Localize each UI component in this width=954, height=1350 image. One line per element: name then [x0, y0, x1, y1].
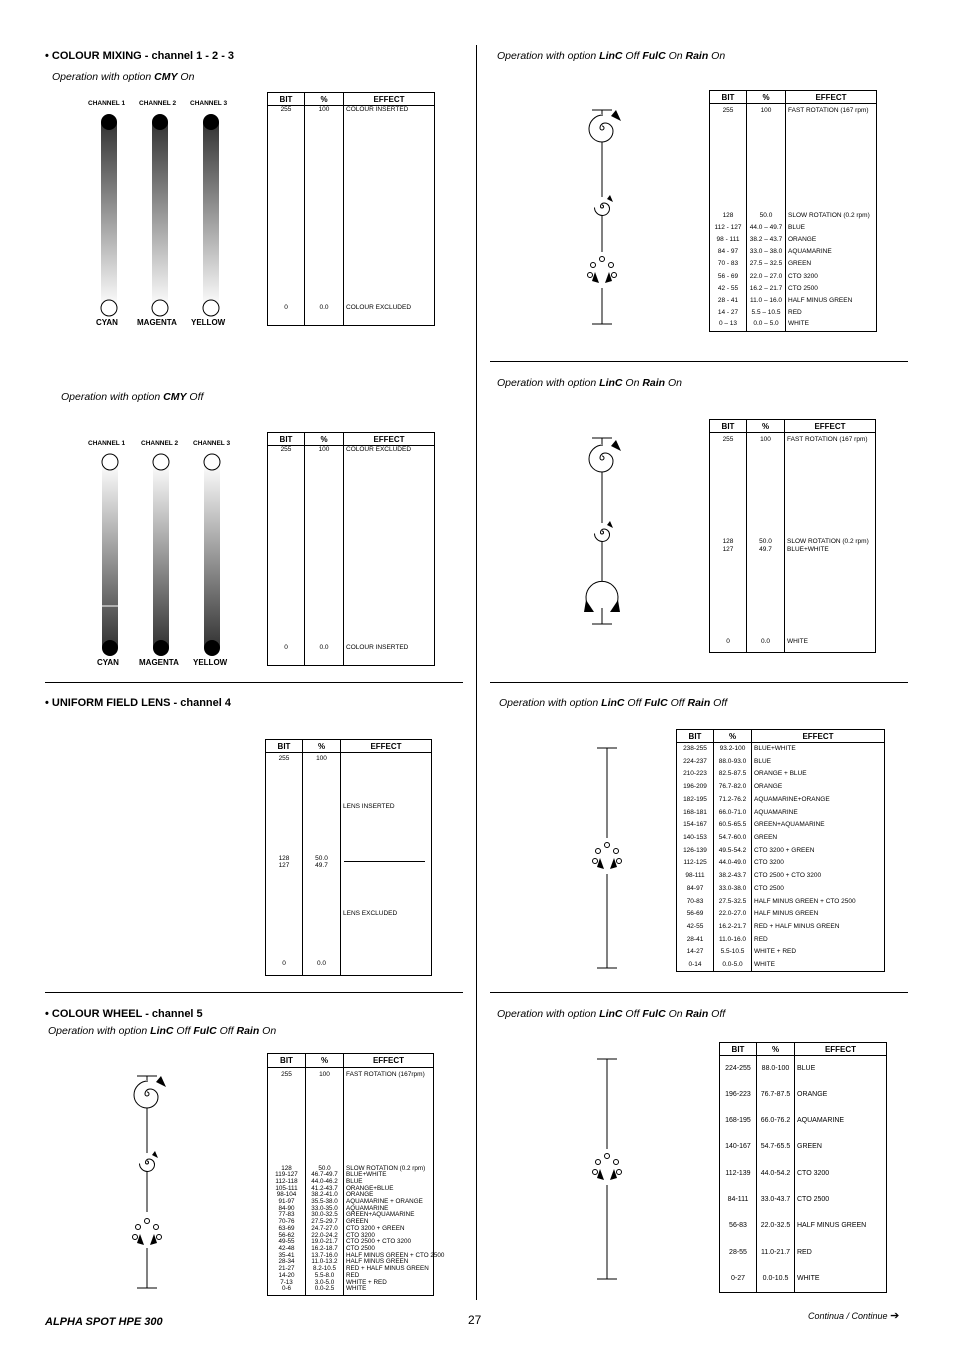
table-row: 56-62 22.0-24.2 CTO 3200: [268, 1232, 434, 1239]
op-right-1: Operation with option LinC Off FulC On Rain On: [497, 50, 726, 62]
table-row: 128 50.0 SLOW ROTATION (0.2 rpm): [710, 209, 877, 221]
divider: [45, 682, 463, 683]
table-row: 42 - 55 16.2 – 21.7 CTO 2500: [710, 283, 877, 295]
table-row: 112-118 44.0-46.2 BLUE: [268, 1179, 434, 1186]
table-row: 21-27 8.2-10.5 RED + HALF MINUS GREEN: [268, 1266, 434, 1273]
magenta-label: MAGENTA: [139, 658, 179, 667]
table-row: 0 – 13 0.0 – 5.0 WHITE: [710, 319, 877, 331]
table-cmy-off: BIT % EFFECT 255 100 COLOUR EXCLUDED 0 0.0 COLOUR INSERTED: [267, 432, 435, 666]
table-row: 140-153 54.7-60.0 GREEN: [677, 832, 885, 845]
cyan-label: CYAN: [97, 658, 119, 667]
table-right-3: BIT % EFFECT 238-255 93.2-100 BLUE+WHITE 224-237 88.0-93.0 BLUE 210-223 82.5-87.5 ORANGE + BLUE 196-209 76.7-82.0 ORANGE 182-195 71.2-76.2 AQUAMARINE+ORANGE 168-181 66.0-71.0 AQUAMARINE 154-167 60.5-65.5 GREEN+AQUAMARINE 140-153 54.7-60.0 GREEN 126-139 49.5-54.2 CTO 3200 + GREEN 112-125 44.0-49.0 CTO 3200 98-111 38.2-43.7 CTO 2500 + CTO 3200 84-97 33.0-38.0 CTO 2500 70-83 27.5-32.5 HALF MINUS GREEN + CTO 2500 56-69 22.0-27.0 HALF MINUS GREEN 42-55 16.2-21.7 RED + HALF MINUS GREEN 28-41 11.0-16.0 RED 14-27 5.5-10.5 WHITE + RED 0-14 0.0-5.0 WHITE: [676, 729, 885, 972]
table-row: 56-83 22.0-32.5 HALF MINUS GREEN: [720, 1213, 887, 1239]
wheel-left-rows: [268, 1164, 445, 1295]
channel-3-label: CHANNEL 3: [190, 100, 228, 107]
cmy-on-diagram: [86, 100, 246, 332]
product-name: ALPHA SPOT HPE 300: [45, 1316, 163, 1328]
right-3-stepped-diagram: [585, 742, 630, 974]
table-row: 14 - 27 5.5 – 10.5 RED: [710, 307, 877, 319]
table-row: 28-34 11.0-13.2 HALF MINUS GREEN: [268, 1259, 434, 1266]
cmy-off-diagram: [86, 440, 246, 672]
right-3-rows: [677, 743, 885, 972]
right-4-stepped-diagram: [585, 1053, 630, 1285]
table-wheel-left: BIT % EFFECT 255 100 FAST ROTATION (167rpm) 128 50.0 SLOW ROTATION (0.2 rpm) 119-127 46.7-49.7 BLUE+WHITE 112-118 44.0-46.2 BLUE 105-111 41.2-43.7 ORANGE+BLUE 98-104 38.2-41.0 ORANGE 91-97 35.5-38.0 AQUAMARINE + ORANGE 84-90 33.0-35.0 AQUAMARINE 77-83 30.0-32.5 GREEN+AQUAMARINE 70-76 27.5-29.7 GREEN 63-69 24.7-27.0 CTO 3200 + GREEN 56-62 22.0-24.2 CTO 3200 49-55 19.0-21.7 CTO 2500 + CTO 3200 42-48 16.2-18.7 CTO 2500 35-41 13.7-16.0 HALF MINUS GREEN + CTO 2500 28-34 11.0-13.2 HALF MINUS GREEN 21-27 8.2-10.5 RED + HALF MINUS GREEN 14-20 5.5-8.0 RED 7-13 3.0-5.0 WHITE + RED 0-6 0.0-2.5 WHITE: [267, 1053, 434, 1296]
continue-note: Continua / Continue ➔: [808, 1310, 900, 1322]
table-row: 168-181 66.0-71.0 AQUAMARINE: [677, 806, 885, 819]
table-row: 154-167 60.5-65.5 GREEN+AQUAMARINE: [677, 819, 885, 832]
yellow-label: YELLOW: [191, 318, 226, 327]
column-divider: [476, 45, 477, 1300]
arrow-right-icon: ➔: [890, 1310, 900, 1322]
table-row: 42-48 16.2-18.7 CTO 2500: [268, 1246, 434, 1253]
table-row: 28 - 41 11.0 – 16.0 HALF MINUS GREEN: [710, 295, 877, 307]
yellow-label: YELLOW: [193, 658, 228, 667]
table-row: 210-223 82.5-87.5 ORANGE + BLUE: [677, 768, 885, 781]
table-row: 84-111 33.0-43.7 CTO 2500: [720, 1187, 887, 1213]
table-lens: BIT % EFFECT 255 128 127 0 100 50.0 49.7 0.0 LENS INSERTED LENS EXCLUDED: [265, 739, 432, 976]
table-row: 224-237 88.0-93.0 BLUE: [677, 755, 885, 768]
table-cmy-on: BIT % EFFECT 255 100 COLOUR INSERTED 0 0.0 COLOUR EXCLUDED: [267, 92, 435, 326]
magenta-label: MAGENTA: [137, 318, 177, 327]
op-wheel-left: Operation with option LinC Off FulC Off Rain On: [48, 1025, 277, 1037]
table-row: 56-69 22.0-27.0 HALF MINUS GREEN: [677, 908, 885, 921]
table-row: 28-55 11.0-21.7 RED: [720, 1240, 887, 1266]
op-cmy-off: Operation with option CMY Off: [61, 391, 204, 403]
cmy-off-gradients: [86, 450, 246, 662]
table-row: 84 - 97 33.0 – 38.0 AQUAMARINE: [710, 246, 877, 258]
channel-2-label: CHANNEL 2: [139, 100, 177, 107]
table-row: 35-41 13.7-16.0 HALF MINUS GREEN + CTO 2500: [268, 1253, 434, 1260]
divider: [490, 361, 908, 362]
colour-wheel-title: • COLOUR WHEEL - channel 5: [45, 1008, 203, 1020]
lens-title: • UNIFORM FIELD LENS - channel 4: [45, 697, 231, 709]
table-row: 70 - 83 27.5 – 32.5 GREEN: [710, 258, 877, 270]
divider: [490, 992, 908, 993]
table-row: 49-55 19.0-21.7 CTO 2500 + CTO 3200: [268, 1239, 434, 1246]
table-row: 91-97 35.5-38.0 AQUAMARINE + ORANGE: [268, 1199, 434, 1206]
table-row: 14-20 5.5-8.0 RED: [268, 1273, 434, 1280]
table-row: 98-111 38.2-43.7 CTO 2500 + CTO 3200: [677, 870, 885, 883]
right-1-rotation-diagram: [580, 102, 625, 326]
table-row: 98 - 111 38.2 – 43.7 ORANGE: [710, 234, 877, 246]
right-2-rotation-diagram: [580, 432, 628, 626]
table-row: 56 - 69 22.0 – 27.0 CTO 3200: [710, 270, 877, 282]
table-row: 196-209 76.7-82.0 ORANGE: [677, 781, 885, 794]
table-right-2: BIT % EFFECT 255 128 127 0 100 50.0 49.7 0.0 FAST ROTATION (167 rpm) SLOW ROTATION (0.2 rpm) BLUE+WHITE WHITE: [709, 419, 876, 653]
table-row: 238-255 93.2-100 BLUE+WHITE: [677, 743, 885, 756]
table-row: 119-127 46.7-49.7 BLUE+WHITE: [268, 1172, 434, 1179]
table-row: 7-13 3.0-5.0 WHITE + RED: [268, 1279, 434, 1286]
table-row: 0-14 0.0-5.0 WHITE: [677, 959, 885, 972]
divider: [45, 992, 463, 993]
cmy-on-gradients: [86, 110, 246, 322]
op-right-3: Operation with option LinC Off FulC Off Rain Off: [499, 697, 728, 709]
right-4-rows: [720, 1056, 887, 1293]
table-row: 0-6 0.0-2.5 WHITE: [268, 1286, 434, 1295]
table-row: 84-97 33.0-38.0 CTO 2500: [677, 882, 885, 895]
colour-mixing-title: • COLOUR MIXING - channel 1 - 2 - 3: [45, 50, 235, 62]
table-row: 14-27 5.5-10.5 WHITE + RED: [677, 946, 885, 959]
table-row: 128 50.0 SLOW ROTATION (0.2 rpm): [268, 1165, 434, 1172]
table-row: 140-167 54.7-65.5 GREEN: [720, 1134, 887, 1160]
channel-1-label: CHANNEL 1: [88, 440, 126, 447]
op-right-4: Operation with option LinC Off FulC On Rain Off: [497, 1008, 726, 1020]
table-right-1: BIT % EFFECT 255 100 FAST ROTATION (167 rpm) 128 50.0 SLOW ROTATION (0.2 rpm) 112 - 127 44.0 – 49.7 BLUE 98 - 111 38.2 – 43.7 ORANGE 84 - 97 33.0 – 38.0 AQUAMARINE 70 - 83 27.5 – 32.5 GREEN 56 - 69 22.0 – 27.0 CTO 3200 42 - 55 16.2 – 21.7 CTO 2500 28 - 41 11.0 – 16.0 HALF MINUS GREEN 14 - 27 5.5 – 10.5 RED 0 – 13 0.0 – 5.0 WHITE: [709, 90, 877, 332]
table-row: 98-104 38.2-41.0 ORANGE: [268, 1192, 434, 1199]
table-row: 84-90 33.0-35.0 AQUAMARINE: [268, 1206, 434, 1213]
table-row: 63-69 24.7-27.0 CTO 3200 + GREEN: [268, 1226, 434, 1233]
table-row: 112-139 44.0-54.2 CTO 3200: [720, 1161, 887, 1187]
cyan-label: CYAN: [96, 318, 118, 327]
table-row: 168-195 66.0-76.2 AQUAMARINE: [720, 1108, 887, 1134]
channel-1-label: CHANNEL 1: [88, 100, 126, 107]
table-row: 77-83 30.0-32.5 GREEN+AQUAMARINE: [268, 1212, 434, 1219]
divider: [490, 682, 908, 683]
op-right-2: Operation with option LinC On Rain On: [497, 377, 683, 389]
table-row: 182-195 71.2-76.2 AQUAMARINE+ORANGE: [677, 793, 885, 806]
table-row: 112 - 127 44.0 – 49.7 BLUE: [710, 222, 877, 234]
page-number: 27: [468, 1313, 482, 1327]
table-right-4: BIT % EFFECT 224-255 88.0-100 BLUE 196-223 76.7-87.5 ORANGE 168-195 66.0-76.2 AQUAMARINE 140-167 54.7-65.5 GREEN 112-139 44.0-54.2 CTO 3200 84-111 33.0-43.7 CTO 2500 56-83 22.0-32.5 HALF MINUS GREEN 28-55 11.0-21.7 RED 0-27 0.0-10.5 WHITE: [719, 1042, 887, 1293]
table-row: 126-139 49.5-54.2 CTO 3200 + GREEN: [677, 844, 885, 857]
op-cmy-on: Operation with option CMY On: [52, 71, 195, 83]
table-row: 42-55 16.2-21.7 RED + HALF MINUS GREEN: [677, 920, 885, 933]
right-1-rows: [710, 209, 877, 331]
table-row: 224-255 88.0-100 BLUE: [720, 1056, 887, 1082]
table-row: 28-41 11.0-16.0 RED: [677, 933, 885, 946]
table-row: 70-76 27.5-29.7 GREEN: [268, 1219, 434, 1226]
table-row: 196-223 76.7-87.5 ORANGE: [720, 1082, 887, 1108]
table-row: 70-83 27.5-32.5 HALF MINUS GREEN + CTO 2500: [677, 895, 885, 908]
table-row: 105-111 41.2-43.7 ORANGE+BLUE: [268, 1185, 434, 1192]
wheel-rotation-diagram: [125, 1072, 170, 1292]
table-row: 0-27 0.0-10.5 WHITE: [720, 1266, 887, 1292]
channel-2-label: CHANNEL 2: [141, 440, 179, 447]
table-row: 112-125 44.0-49.0 CTO 3200: [677, 857, 885, 870]
channel-3-label: CHANNEL 3: [193, 440, 231, 447]
